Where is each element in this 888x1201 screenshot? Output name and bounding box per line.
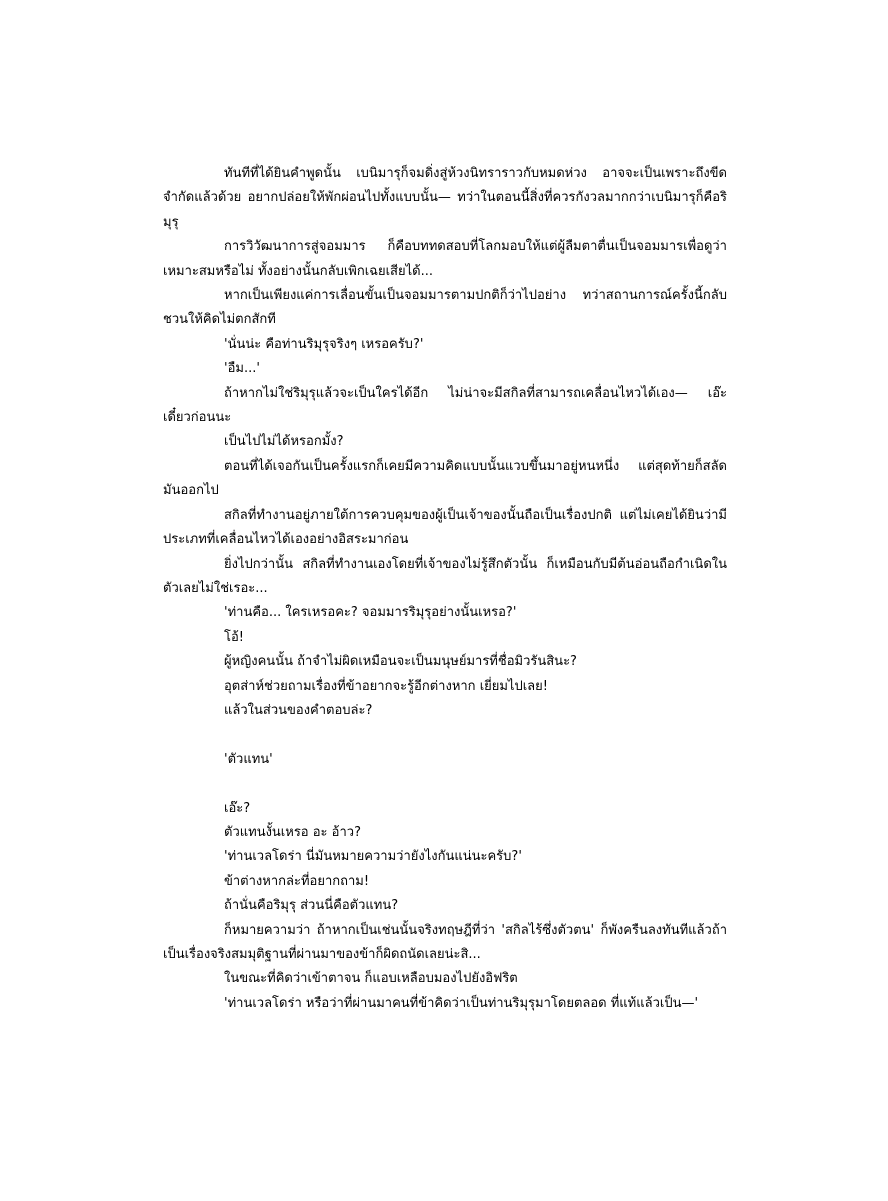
paragraph: หากเป็นเพียงแค่การเลื่อนขั้นเป็นจอมมารตามปกติก็ว่าไปอย่าง ทว่าสถานการณ์ครั้งนี้กลับชวนให้คิดไม่ตกสักที <box>163 288 727 328</box>
paragraph: อุตส่าห์ช่วยถามเรื่องที่ข้าอยากจะรู้อีกต่างหาก เยี่ยมไปเลย! <box>224 678 548 694</box>
paragraph: ตอนที่ได้เจอกันเป็นครั้งแรกก็เคยมีความคิดแบบนั้นแวบขึ้นมาอยู่หนหนึ่ง แต่สุดท้ายก็สลัดมันออกไป <box>163 458 727 499</box>
blank-line <box>163 772 727 796</box>
dialogue-line: 'อืม...' <box>224 361 260 377</box>
paragraph: สกิลที่ทำงานอยู่ภายใต้การควบคุมของผู้เป็นเจ้าของนั้นถือเป็นเรื่องปกติ แต่ไม่เคยได้ยินว่ามีประเภทที่เคลื่อนไหวได้เองอย่างอิสระมาก่อน <box>163 507 727 548</box>
dialogue-line: 'นั่นน่ะ คือท่านริมุรุจริงๆ เหรอครับ?' <box>224 336 424 352</box>
paragraph: ทันทีที่ได้ยินคำพูดนั้น เบนิมารุก็จมดิ่งสู่ห้วงนิทราราวกับหมดห่วง อาจจะเป็นเพราะถึงขีดจำกัดแล้วด้วย อยากปล่อยให้พักผ่อนไปทั้งแบบนั้น— ทว่าในตอนนี้สิ่งที่ควรกังวลมากกว่าเบนิมารุก็คือริมุรุ <box>163 166 727 230</box>
dialogue-line: 'ตัวแทน' <box>224 751 273 767</box>
paragraph: ข้าต่างหากล่ะที่อยากถาม! <box>224 873 370 889</box>
paragraph: ผู้หญิงคนนั้น ถ้าจำไม่ผิดเหมือนจะเป็นมนุษย์มารที่ชื่อมิวรันสินะ? <box>224 654 577 670</box>
paragraph: โอ้! <box>224 629 245 645</box>
blank-line <box>163 723 727 747</box>
paragraph: ถ้านั่นคือริมุรุ ส่วนนี่คือตัวแทน? <box>224 898 399 914</box>
dialogue-line: 'ท่านคือ... ใครเหรอคะ? จอมมารริมุรุอย่างนั้นเหรอ?' <box>224 605 517 621</box>
paragraph: ยิ่งไปกว่านั้น สกิลที่ทำงานเองโดยที่เจ้าของไม่รู้สึกตัวนั้น ก็เหมือนกับมีต้นอ่อนถือกำเนิดในตัวเลยไม่ใช่เรอะ... <box>163 556 727 596</box>
dialogue-line: 'ท่านเวลโดร่า นี่มันหมายความว่ายังไงกันแน่นะครับ?' <box>224 849 522 865</box>
body-text <box>163 162 727 1016</box>
paragraph: ในขณะที่คิดว่าเข้าตาจน ก็แอบเหลือบมองไปยังอิฟริต <box>224 971 518 987</box>
paragraph: เอ๊ะ? <box>224 800 251 816</box>
paragraph: ตัวแทนงั้นเหรอ อะ อ้าว? <box>224 824 361 840</box>
dialogue-line: 'ท่านเวลโดร่า หรือว่าที่ผ่านมาคนที่ข้าคิดว่าเป็นท่านริมุรุมาโดยตลอด ที่แท้แล้วเป็น—' <box>224 995 699 1011</box>
paragraph: ถ้าหากไม่ใช่ริมุรุแล้วจะเป็นใครได้อีก ไม่น่าจะมีสกิลที่สามารถเคลื่อนไหวได้เอง— เอ๊ะ เดี๋ยวก่อนนะ <box>163 385 727 426</box>
paragraph: การวิวัฒนาการสู่จอมมาร ก็คือบททดสอบที่โลกมอบให้แต่ผู้ลืมตาตื่นเป็นจอมมารเพื่อดูว่าเหมาะสมหรือไม่ ทั้งอย่างนั้นกลับเพิกเฉยเสียได้... <box>163 239 727 279</box>
paragraph: เป็นไปไม่ได้หรอกมั้ง? <box>224 434 344 450</box>
paragraph: แล้วในส่วนของคำตอบล่ะ? <box>224 702 373 718</box>
paragraph: ก็หมายความว่า ถ้าหากเป็นเช่นนั้นจริงทฤษฎีที่ว่า 'สกิลไร้ซึ่งตัวตน' ก็พังครืนลงทันทีแล้วถ้าเป็นเรื่องจริงสมมุติฐานที่ผ่านมาของข้าก็ผิดถนัดเลยน่ะสิ... <box>163 922 727 962</box>
